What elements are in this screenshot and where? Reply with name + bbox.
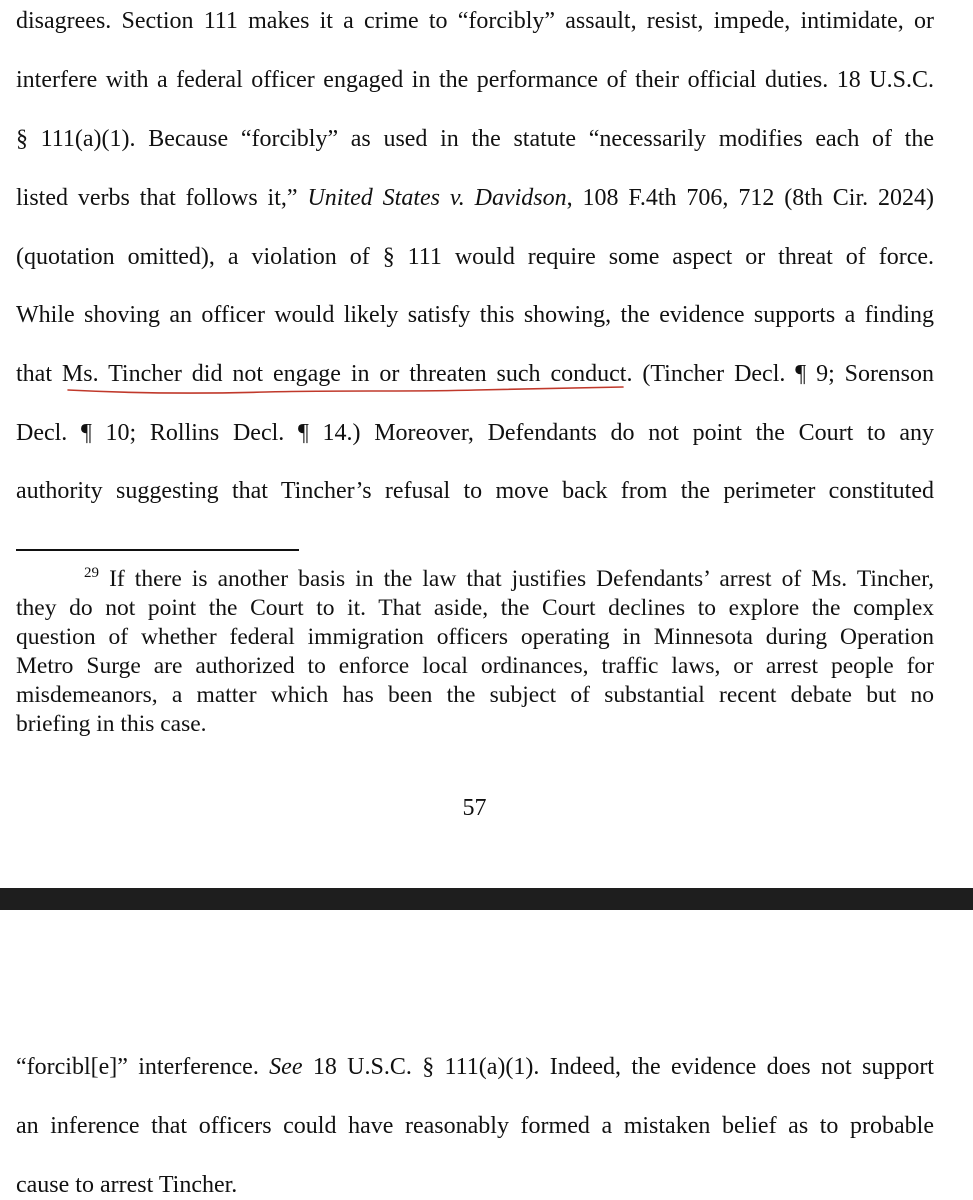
citation-signal: See (269, 1054, 303, 1080)
footnote-number: 29 (84, 565, 99, 582)
footnote-first-line-text: If there is another basis in the law that justifies Defendants’ arrest of Ms. Tincher, (109, 566, 934, 592)
body-text-line: cause to arrest Tincher. (16, 1172, 238, 1198)
body-text-line: interfere with a federal officer engaged in the performance of their official duties. 18 U.S.C. (16, 67, 934, 93)
case-name: United States v. Davidson (307, 185, 567, 211)
page-number: 57 (462, 795, 487, 821)
citation-text-before: listed verbs that follows it,” (16, 185, 308, 211)
citation-text-after: , 108 F.4th 706, 712 (8th Cir. 2024) (566, 185, 934, 211)
footnote-line: Metro Surge are authorized to enforce local ordinances, traffic laws, or arrest people for (16, 653, 934, 679)
underlined-line-before: that (16, 361, 62, 387)
body-text-line: § 111(a)(1). Because “forcibly” as used in the statute “necessarily modifies each of the (16, 126, 934, 152)
citation-line (16, 183, 934, 213)
body-text-line: While shoving an officer would likely satisfy this showing, the evidence supports a finding (16, 302, 934, 328)
underlined-line-after: (Tincher Decl. ¶ 9; Sorenson (632, 361, 935, 387)
body-text-line: authority suggesting that Tincher’s refusal to move back from the perimeter constituted (16, 478, 934, 504)
footnote-line: briefing in this case. (16, 711, 207, 737)
line-text-after: 18 U.S.C. § 111(a)(1). Indeed, the evidence does not support (302, 1054, 934, 1080)
highlighted-sentence: Ms. Tincher did not engage in or threaten such conduct. (61, 361, 633, 387)
page-break-bar (0, 888, 973, 910)
body-text-line: an inference that officers could have reasonably formed a mistaken belief as to probable (16, 1113, 934, 1139)
footnote-first-line (84, 565, 934, 594)
line-text-before: “forcibl[e]” interference. (16, 1054, 270, 1080)
footnote-line: question of whether federal immigration officers operating in Minnesota during Operation (16, 624, 934, 650)
footnote-line: they do not point the Court to it. That aside, the Court declines to explore the complex (16, 595, 934, 621)
body-text-line: (quotation omitted), a violation of § 111 would require some aspect or threat of force. (16, 244, 934, 270)
body-text-line: disagrees. Section 111 makes it a crime to “forcibly” assault, resist, impede, intimidate, or (16, 8, 934, 34)
red-hand-drawn-underline (66, 384, 626, 398)
footnote-line: misdemeanors, a matter which has been the subject of substantial recent debate but no (16, 682, 934, 708)
body-text-line (16, 1052, 934, 1082)
body-text-line: Decl. ¶ 10; Rollins Decl. ¶ 14.) Moreover, Defendants do not point the Court to any (16, 420, 934, 446)
document-page-58 (0, 910, 973, 1200)
footnote-separator (16, 549, 299, 551)
